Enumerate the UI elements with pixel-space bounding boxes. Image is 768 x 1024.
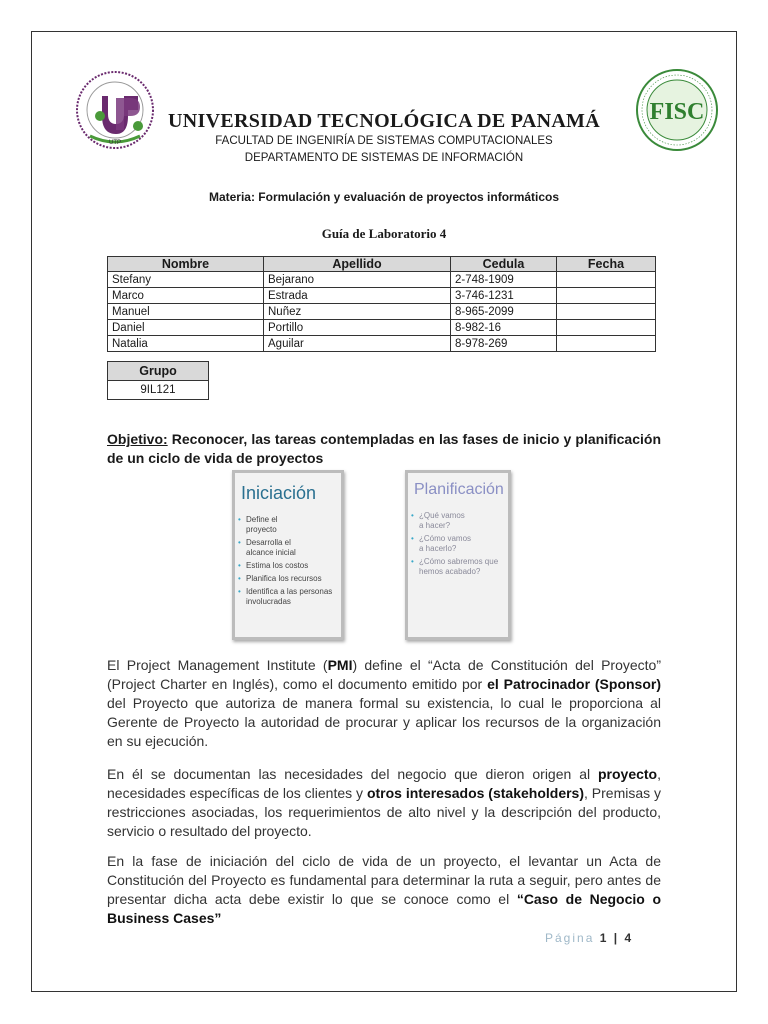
table-row	[108, 320, 656, 336]
table-header-row	[108, 257, 656, 272]
cell-apellido: Estrada	[264, 288, 451, 304]
list-item: • Identifica a las personas involucradas	[238, 587, 338, 607]
paragraph-needs	[107, 765, 661, 841]
text-span: del Proyecto que autoriza de manera formal su existencia, lo cual le proporciona al Gerente de Proyecto la autoridad de procurar y aplicar los recursos de la organización en su ejecución.	[107, 695, 661, 749]
subject-line: Materia: Formulación y evaluación de proyectos informáticos	[208, 190, 560, 204]
cell-cedula: 2-748-1909	[451, 272, 557, 288]
cell-apellido: Nuñez	[264, 304, 451, 320]
cell-fecha	[557, 320, 656, 336]
planning-list	[411, 511, 501, 580]
col-header-fecha: Fecha	[557, 257, 656, 272]
cell-nombre: Stefany	[108, 272, 264, 288]
text-bold: otros interesados (stakeholders)	[366, 785, 584, 801]
group-table	[107, 361, 209, 400]
col-header-nombre: Nombre	[108, 257, 264, 272]
text-bold: el Patrocinador (Sponsor)	[487, 676, 662, 692]
cell-fecha	[557, 336, 656, 352]
cell-fecha	[557, 288, 656, 304]
page-number	[545, 931, 633, 945]
cell-nombre: Marco	[108, 288, 264, 304]
list-item: • Estima los costos	[238, 561, 338, 571]
cell-fecha	[557, 304, 656, 320]
page-total: 4	[624, 931, 634, 945]
group-value: 9IL121	[108, 381, 209, 400]
objective	[107, 430, 661, 468]
cell-cedula: 8-978-269	[451, 336, 557, 352]
list-item: • Planifica los recursos	[238, 574, 338, 584]
list-item: • ¿Cómo vamos a hacerlo?	[411, 534, 475, 554]
list-item: • Desarrolla el alcance inicial	[238, 538, 316, 558]
initiation-list	[238, 515, 338, 610]
text-span: , necesidades específicas de los clientes y	[107, 766, 661, 801]
cell-nombre: Manuel	[108, 304, 264, 320]
page-label: Página	[545, 931, 595, 945]
paragraph-pmi	[107, 656, 661, 751]
department-title: DEPARTAMENTO DE SISTEMAS DE INFORMACIÓN	[244, 152, 524, 164]
list-item: • ¿Cómo sabremos que hemos acabado?	[411, 557, 501, 577]
students-table	[107, 256, 656, 352]
cell-apellido: Bejarano	[264, 272, 451, 288]
svg-text:UTP: UTP	[109, 140, 121, 146]
cell-fecha	[557, 272, 656, 288]
university-title: UNIVERSIDAD TECNOLÓGICA DE PANAMÁ	[168, 110, 600, 132]
faculty-title: FACULTAD DE INGENIRÍA DE SISTEMAS COMPUTACIONALES	[215, 135, 553, 147]
paragraph-initiation	[107, 852, 661, 928]
objective-label: Objetivo:	[107, 431, 168, 447]
table-row	[108, 336, 656, 352]
cell-cedula: 8-982-16	[451, 320, 557, 336]
page-separator: |	[613, 931, 620, 945]
col-header-apellido: Apellido	[264, 257, 451, 272]
cell-apellido: Aguilar	[264, 336, 451, 352]
objective-text: Reconocer, las tareas contempladas en las fases de inicio y planificación de un ciclo de vida de proyectos	[107, 431, 661, 466]
table-row	[108, 304, 656, 320]
guide-title: Guía de Laboratorio 4	[321, 226, 447, 241]
text-span: ) define el “Acta de Constitución del Proyecto” (Project Charter en Inglés), como el documento emitido por	[107, 657, 661, 692]
text-span: En la fase de iniciación del ciclo de vida de un proyecto, el levantar un Acta de Constitución del Proyecto es fundamental para determinar la ruta a seguir, pero antes de presentar dicha acta debe existir lo que se conoce como el	[107, 853, 661, 907]
list-item: • ¿Qué vamos a hacer?	[411, 511, 471, 531]
page-frame	[31, 31, 737, 992]
group-header: Grupo	[108, 362, 209, 381]
planning-title: Planificación	[414, 481, 504, 498]
list-item: • Define el proyecto	[238, 515, 298, 535]
cell-nombre: Natalia	[108, 336, 264, 352]
cell-apellido: Portillo	[264, 320, 451, 336]
table-row	[108, 288, 656, 304]
text-span: , Premisas y restricciones asociadas, los requerimientos de alto nivel y la descripción del producto, servicio o resultado del proyecto.	[107, 785, 662, 839]
text-bold: “Caso de Negocio o Business Cases”	[107, 891, 661, 926]
text-bold: PMI	[327, 657, 353, 673]
col-header-cedula: Cedula	[451, 257, 557, 272]
page-current: 1	[599, 931, 609, 945]
initiation-title: Iniciación	[241, 483, 317, 503]
cell-nombre: Daniel	[108, 320, 264, 336]
planning-card	[405, 470, 511, 640]
cell-cedula: 3-746-1231	[451, 288, 557, 304]
cell-cedula: 8-965-2099	[451, 304, 557, 320]
text-bold: proyecto	[597, 766, 658, 782]
text-span: En él se documentan las necesidades del negocio que dieron origen al	[107, 766, 598, 782]
initiation-card	[232, 470, 344, 640]
svg-text:FISC: FISC	[649, 99, 705, 125]
table-row	[108, 272, 656, 288]
text-span: El Project Management Institute (	[107, 657, 328, 673]
